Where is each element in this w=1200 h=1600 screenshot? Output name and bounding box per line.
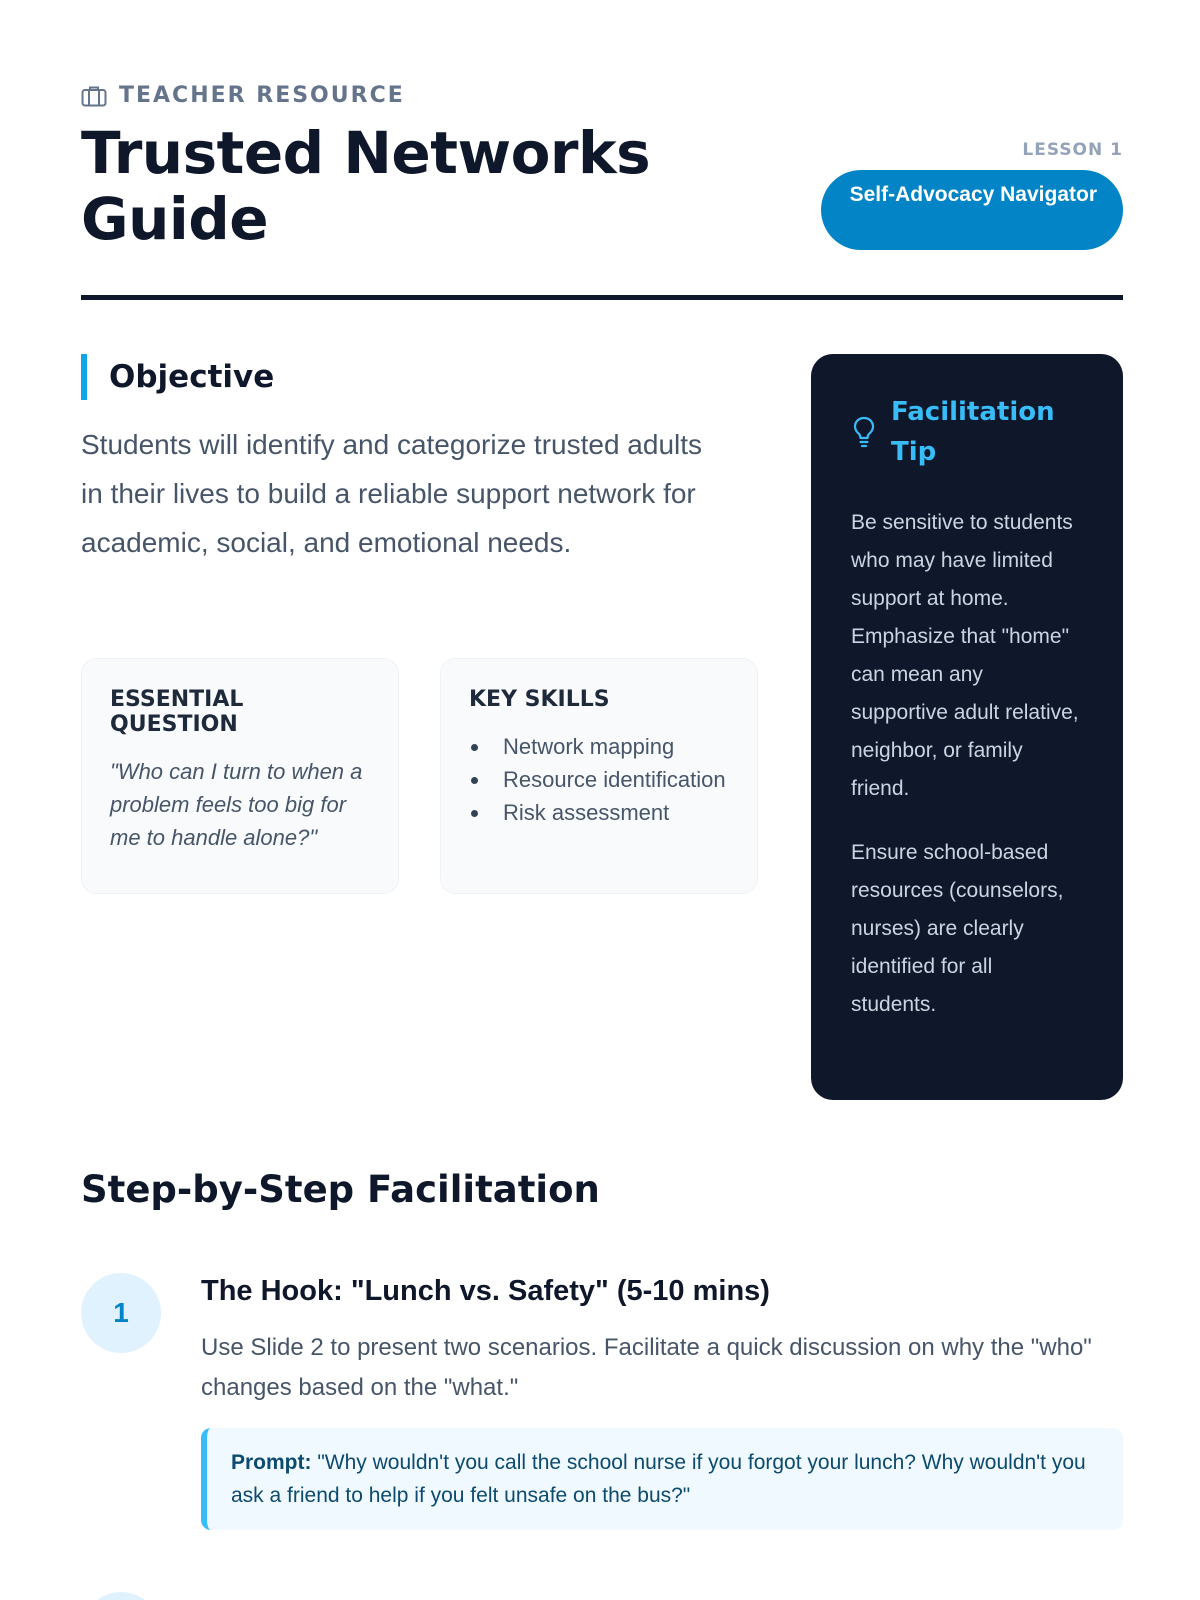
objective-text: Students will identify and categorize trusted adults in their lives to build a reliable support network for academic, social, and emotional needs. xyxy=(81,429,703,558)
resource-kicker xyxy=(81,83,405,108)
lesson-number: LESSON 1 xyxy=(1022,140,1123,160)
tip-paragraph: Ensure school-based resources (counselors, nurses) are clearly identified for all students. xyxy=(851,841,1064,1016)
discussion-prompt xyxy=(201,1428,1123,1530)
list-item: Network mapping xyxy=(469,730,729,763)
key-skills-card xyxy=(440,658,758,894)
key-skills-list xyxy=(469,730,729,829)
page-title: Trusted Networks Guide xyxy=(81,119,651,253)
essential-question-quote: "Who can I turn to when a problem feels too big for me to handle alone?" xyxy=(110,759,363,850)
header-divider xyxy=(81,295,1123,300)
facilitation-tip-panel xyxy=(811,354,1123,1100)
next-step-number xyxy=(81,1592,161,1600)
course-badge: Self-Advocacy Navigator xyxy=(821,170,1123,250)
tip-paragraph: Be sensitive to students who may have limited support at home. Emphasize that "home" can mean any supportive adult relative, neighbor, or family friend. xyxy=(851,511,1079,800)
key-skills-title: KEY SKILLS xyxy=(469,687,610,712)
kicker-label: TEACHER RESOURCE xyxy=(119,83,405,108)
step-number: 1 xyxy=(81,1273,161,1353)
prompt-label: Prompt: xyxy=(231,1451,312,1474)
essential-question-title: ESSENTIAL QUESTION xyxy=(110,687,244,737)
prompt-text: "Why wouldn't you call the school nurse if you forgot your lunch? Why wouldn't you ask a friend to help if you felt unsafe on the bus?" xyxy=(231,1451,1086,1507)
list-item: Risk assessment xyxy=(469,796,729,829)
step-body xyxy=(201,1273,1123,1530)
tip-header xyxy=(851,392,1083,472)
lesson-info xyxy=(821,140,1123,250)
tip-title: Facilitation Tip xyxy=(891,397,1055,467)
objective-title: Objective xyxy=(109,359,275,395)
objective-heading xyxy=(81,354,274,400)
essential-question-card xyxy=(81,658,399,894)
steps-section-title: Step-by-Step Facilitation xyxy=(81,1168,600,1211)
lightbulb-icon xyxy=(851,415,877,449)
list-item: Resource identification xyxy=(469,763,729,796)
briefcase-icon xyxy=(81,85,107,107)
step-description: Use Slide 2 to present two scenarios. Facilitate a quick discussion on why the "who" changes based on the "what." xyxy=(201,1334,1092,1401)
lesson-page xyxy=(81,0,1123,1600)
step-title: The Hook: "Lunch vs. Safety" (5-10 mins) xyxy=(201,1275,770,1307)
